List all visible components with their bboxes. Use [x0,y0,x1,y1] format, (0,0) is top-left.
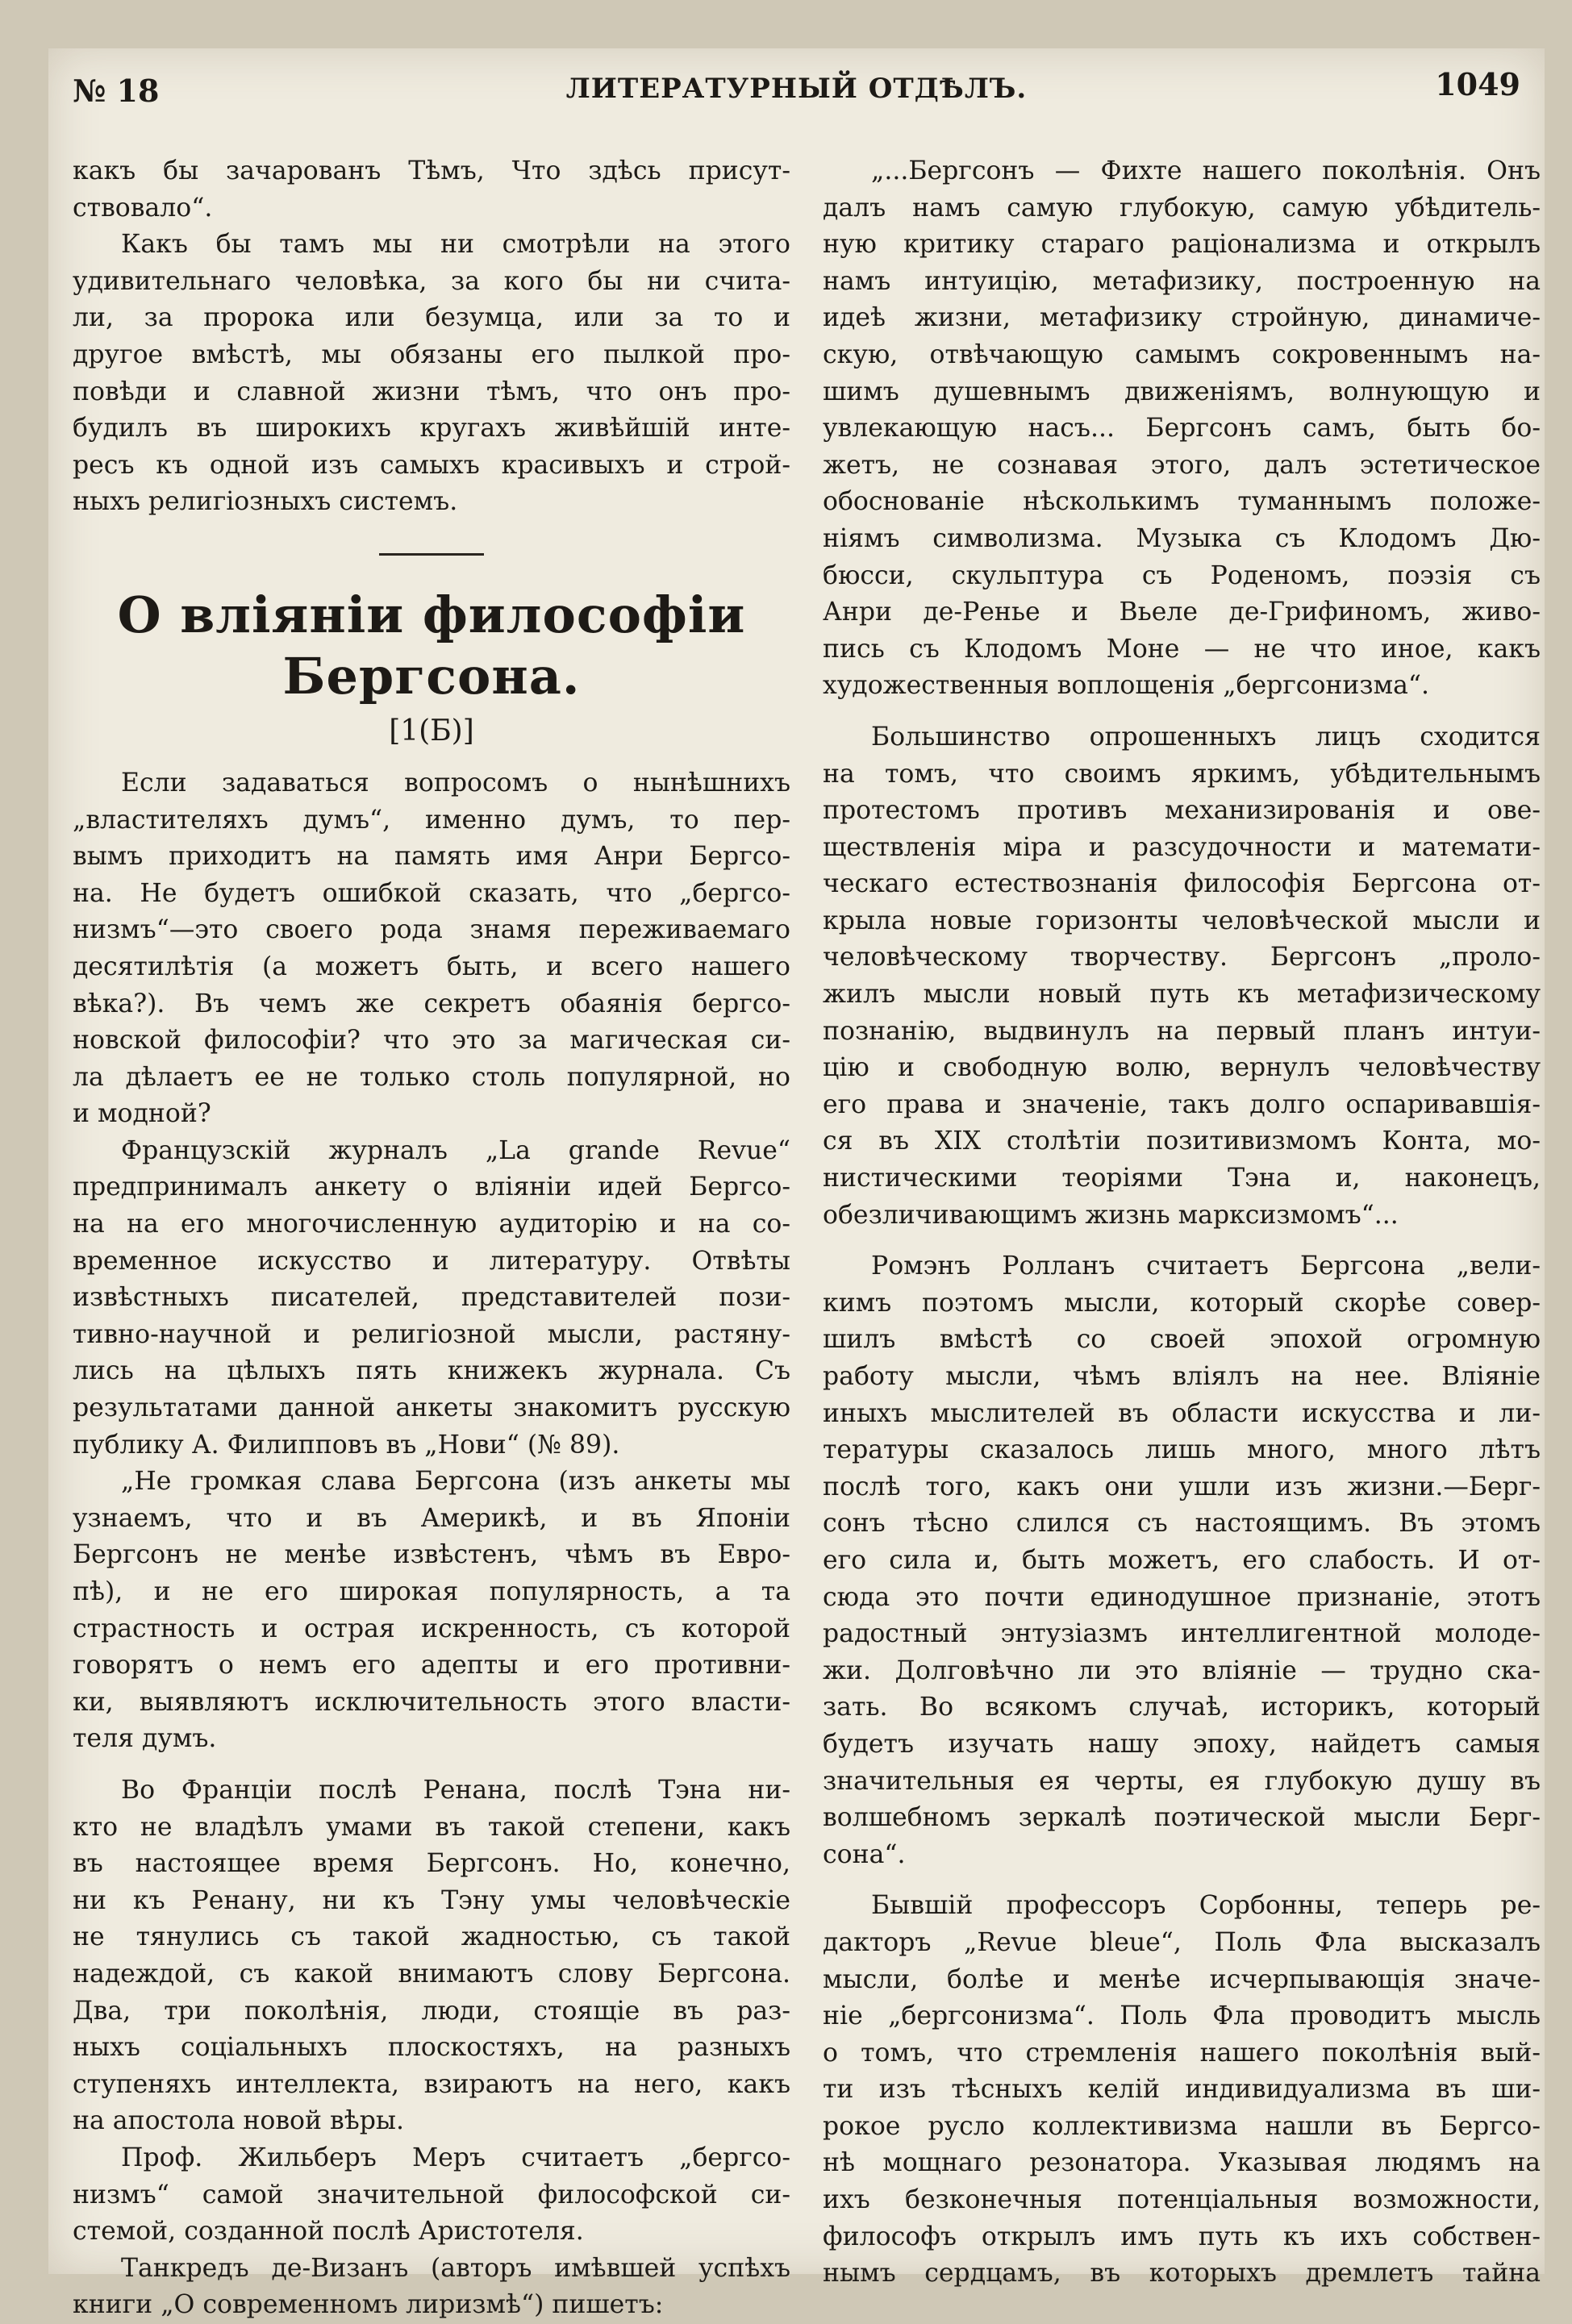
text-line: низмъ“ самой значительной философской си- [73,2180,790,2209]
page-number: 1049 [1435,66,1520,102]
text-line: нымъ сердцамъ, въ которыхъ дремлетъ тайна [823,2259,1541,2289]
text-line: сюда это почти единодушное признаніе, этотъ [823,1582,1541,1612]
text-line: не тянулись съ такой жадностью, съ такой [73,1922,790,1952]
text-line: философъ открылъ имъ путь къ ихъ собствен- [823,2222,1541,2251]
text-line: временное искусство и литературу. Отвѣты [73,1246,790,1276]
text-line: его права и значеніе, такъ долго оспаривавшія- [823,1089,1541,1119]
text-line: низмъ“—это своего рода знамя переживаемаго [73,915,790,945]
text-line: цію и свободную волю, вернулъ человѣчеству [823,1053,1541,1083]
text-line: ступеняхъ интеллекта, взираютъ на него, какъ [73,2069,790,2099]
article-subtitle: [1(Б)] [389,714,474,748]
paragraph [823,719,1541,1234]
text-line: публику А. Филипповъ въ „Нови“ (№ 89). [73,1430,620,1460]
text-line: Большинство опрошенныхъ лицъ сходится [871,722,1541,752]
text-line: сона“. [823,1839,906,1869]
text-line: на на его многочисленную аудиторію и на со- [73,1210,790,1239]
intro-paragraph [73,153,790,227]
text-line: шилъ вмѣстѣ со своей эпохой огромную [823,1325,1541,1355]
text-line: Анри де-Ренье и Вьеле де-Грифиномъ, живо- [823,598,1541,627]
text-line: въ настоящее время Бергсонъ. Но, конечно, [73,1849,790,1879]
text-line: о томъ, что стремленія нашего поколѣнія вый- [823,2038,1541,2068]
text-line: какъ бы зачарованъ Тѣмъ, Что здѣсь присут- [73,156,790,185]
text-line: дакторъ „Revue bleue“, Поль Фла высказалъ [823,1927,1541,1957]
text-line: удивительнаго человѣка, за кого бы ни счита- [73,266,790,296]
text-line: жилъ мысли новый путь къ метафизическому [823,980,1541,1010]
text-line: сонъ тѣсно слился съ настоящимъ. Въ этомъ [823,1509,1541,1539]
text-line: ни къ Ренану, ни къ Тэну умы человѣческіе [73,1885,790,1915]
paragraph [73,227,790,521]
article-title: О вліяніи философіи Бергсона. [117,585,746,706]
text-line: крыла новые горизонты человѣческой мысли и [823,906,1541,935]
text-line: будетъ изучать нашу эпоху, найдетъ самыя [823,1729,1541,1759]
text-line: Танкредъ де-Визанъ (авторъ имѣвшей успѣхъ [121,2253,790,2283]
text-line: „...Бергсонъ — Фихте нашего поколѣнія. Онъ [871,156,1541,185]
text-line: ніе „бергсонизма“. Поль Фла проводитъ мысль [823,2001,1541,2031]
page-header [48,66,1545,121]
text-line: Во Франціи послѣ Ренана, послѣ Тэна ни- [121,1775,790,1805]
text-line: человѣческому творчеству. Бергсонъ „проло- [823,943,1541,972]
text-line: кимъ поэтомъ мысли, который скорѣе совер- [823,1288,1541,1318]
text-line: повѣди и славной жизни тѣмъ, что онъ про- [73,377,790,406]
text-line: Французскій журналъ „La grande Revue“ [121,1135,790,1165]
text-line: волшебномъ зеркалѣ поэтической мысли Берг- [823,1803,1541,1833]
text-line: ресъ къ одной изъ самыхъ красивыхъ и строй- [73,450,790,480]
text-line: говорятъ о немъ его адепты и его противни- [73,1651,790,1681]
text-line: иныхъ мыслителей въ области искусства и ли- [823,1398,1541,1428]
text-line: ла дѣлаетъ ее не только столь популярной, но [73,1062,790,1092]
text-line: ки, выявляютъ исключительность этого власти- [73,1687,790,1717]
text-line: книги „О современномъ лиризмѣ“) пишетъ: [73,2290,664,2320]
text-line: надеждой, съ какой внимаютъ слову Бергсона. [73,1959,790,1989]
issue-number: № 18 [73,73,160,109]
text-line: послѣ того, какъ они ушли изъ жизни.—Берг- [823,1472,1541,1501]
text-line: ніямъ символизма. Музыка съ Клодомъ Дю- [823,523,1541,553]
text-line: на апостола новой вѣры. [73,2106,405,2136]
paragraph [73,2140,790,2251]
text-line: шимъ душевнымъ движеніямъ, волнующую и [823,377,1541,406]
text-line: нѣ мощнаго резонатора. Указывая людямъ на [823,2148,1541,2178]
left-column [73,153,790,2324]
text-line: пись съ Клодомъ Моне — не что иное, какъ [823,634,1541,664]
newspaper-page [48,48,1545,2320]
text-line: жетъ, не сознавая этого, далъ эстетическое [823,450,1541,480]
text-line: увлекающую насъ... Бергсонъ самъ, быть бо- [823,414,1541,444]
paragraph [73,1133,790,1464]
text-line: Если задаваться вопросомъ о нынѣшнихъ [121,768,790,798]
text-line: работу мысли, чѣмъ вліялъ на нее. Вліяніе [823,1362,1541,1391]
text-line: узнаемъ, что и въ Америкѣ, и въ Японіи [73,1503,790,1533]
text-line: тивно-научной и религіозной мысли, растяну- [73,1319,790,1349]
text-line: значительныя ея черты, ея глубокую душу въ [823,1766,1541,1796]
text-line: ти изъ тѣсныхъ келій индивидуализма въ ши- [823,2075,1541,2105]
text-line: кто не владѣлъ умами въ такой степени, какъ [73,1812,790,1842]
text-line: ли, за пророка или безумца, или за то и [73,303,790,333]
text-line: нистическими теоріями Тэна и, наконецъ, [823,1164,1541,1193]
text-line: результатами данной анкеты знакомитъ русскую [73,1393,790,1423]
text-line: познанію, выдвинулъ на первый планъ интуи- [823,1016,1541,1046]
text-line: бюсси, скульптура съ Роденомъ, поэзія съ [823,560,1541,590]
paragraph [73,2251,790,2324]
paragraph [73,1772,790,2140]
text-line: на. Не будетъ ошибкой сказать, что „бергсо- [73,878,790,908]
text-line: ную критику стараго раціонализма и открылъ [823,230,1541,260]
text-line: страстность и острая искренность, съ которой [73,1614,790,1643]
text-line: жи. Долговѣчно ли это вліяніе — трудно ска- [823,1656,1541,1685]
text-line: далъ намъ самую глубокую, самую убѣдитель- [823,193,1541,223]
text-line: извѣстныхъ писателей, представителей пози- [73,1283,790,1313]
text-line: „Не громкая слава Бергсона (изъ анкеты мы [121,1467,790,1497]
paragraph [73,765,790,1133]
paragraph [823,1248,1541,1873]
text-line: ществленія міра и разсудочности и математи- [823,832,1541,862]
text-line: новской философіи? что это за магическая си- [73,1026,790,1056]
text-line: идеѣ жизни, метафизику стройную, динамиче- [823,303,1541,333]
text-line: рокое русло коллективизма нашли въ Бергсо- [823,2111,1541,2141]
text-line: обезличивающимъ жизнь марксизмомъ“... [823,1200,1399,1230]
text-line: Бывшій профессоръ Сорбонны, теперь ре- [871,1891,1541,1921]
text-line: протестомъ противъ механизированія и ове- [823,796,1541,826]
text-line: ихъ безконечныя потенціальныя возможности, [823,2185,1541,2215]
text-line: радостный энтузіазмъ интеллигентной молоде- [823,1619,1541,1649]
paragraph [73,1464,790,1758]
text-line: лись на цѣлыхъ пять книжекъ журнала. Съ [73,1356,790,1386]
section-divider [379,553,484,556]
text-line: десятилѣтія (а можетъ быть, и всего нашего [73,952,790,981]
text-line: тературы сказалось лишь много, много лѣтъ [823,1435,1541,1465]
text-line: пѣ), и не его широкая популярность, а та [73,1577,790,1606]
text-line: намъ интуицію, метафизику, построенную на [823,266,1541,296]
text-line: „властителяхъ думъ“, именно думъ, то пер- [73,805,790,835]
text-line: художественныя воплощенія „бергсонизма“. [823,671,1429,701]
text-line: ческаго естествознанія философія Бергсона от- [823,869,1541,899]
text-line: теля думъ. [73,1724,217,1754]
text-line: мысли, болѣе и менѣе исчерпывающія значе- [823,1964,1541,1994]
text-line: ствовало“. [73,193,213,223]
text-line: ныхъ соціальныхъ плоскостяхъ, на разныхъ [73,2033,790,2063]
text-line: его сила и, быть можетъ, его слабость. И от- [823,1545,1541,1575]
text-line: и модной? [73,1099,211,1129]
right-column [823,153,1541,2293]
text-line: предпринималъ анкету о вліяніи идей Бергсо- [73,1172,790,1202]
text-line: ся въ XIX столѣтіи позитивизмомъ Конта, мо- [823,1127,1541,1156]
text-line: стемой, созданной послѣ Аристотеля. [73,2217,584,2247]
text-line: Проф. Жильберъ Меръ считаетъ „бергсо- [121,2143,790,2172]
text-line: зать. Во всякомъ случаѣ, историкъ, который [823,1693,1541,1722]
text-line: Ромэнъ Ролланъ считаетъ Бергсона „вели- [871,1252,1541,1281]
text-line: на томъ, что своимъ яркимъ, убѣдительнымъ [823,759,1541,789]
text-line: Бергсонъ не менѣе извѣстенъ, чѣмъ въ Евро- [73,1540,790,1570]
text-line: будилъ въ широкихъ кругахъ живѣйшій инте- [73,414,790,444]
text-line: вѣка?). Въ чемъ же секретъ обаянія бергсо- [73,989,790,1018]
text-line: Какъ бы тамъ мы ни смотрѣли на этого [121,230,790,260]
text-line: обоснованіе нѣсколькимъ туманнымъ положе- [823,487,1541,517]
text-line: ныхъ религіозныхъ системъ. [73,487,458,517]
paragraph [823,1888,1541,2293]
section-title: ЛИТЕРАТУРНЫЙ ОТДѢЛЪ. [565,73,1028,105]
quote-paragraph [823,153,1541,705]
text-line: вымъ приходитъ на память имя Анри Бергсо- [73,842,790,872]
text-line: другое вмѣстѣ, мы обязаны его пылкой про- [73,339,790,369]
text-line: скую, отвѣчающую самымъ сокровеннымъ на- [823,339,1541,369]
text-line: Два, три поколѣнія, люди, стоящіе въ раз- [73,1996,790,2026]
